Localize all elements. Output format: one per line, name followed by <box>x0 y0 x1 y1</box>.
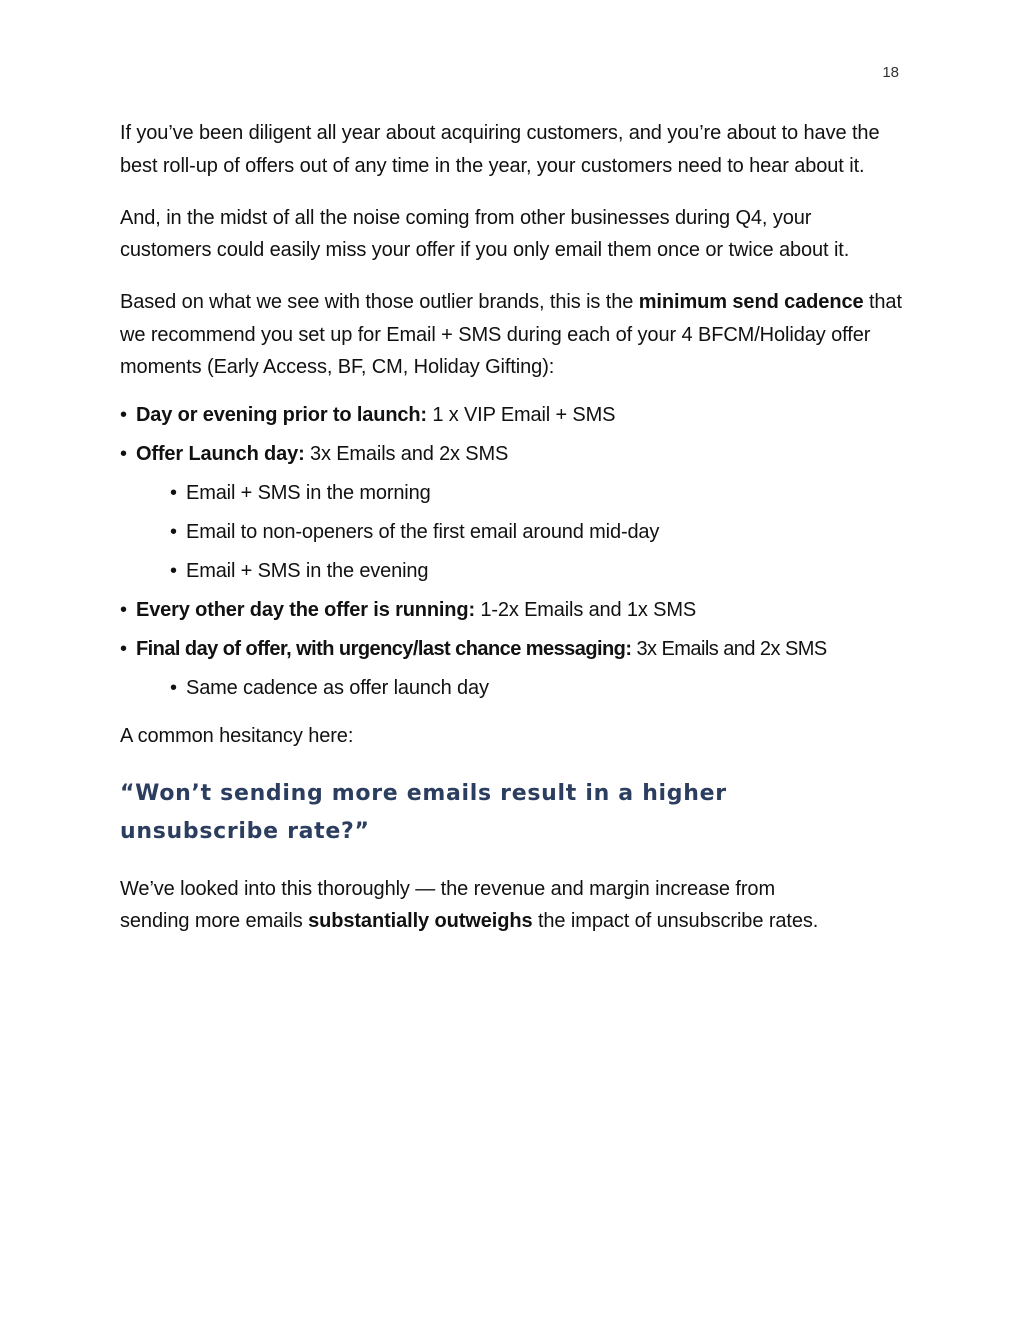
cadence-list <box>120 403 910 701</box>
cadence-intro-text: Based on what we see with those outlier brands, this is the <box>120 291 639 313</box>
list-item-label: Day or evening prior to launch: <box>136 404 427 426</box>
answer-text-end: the impact of unsubscribe rates. <box>532 910 819 932</box>
noise-paragraph: And, in the midst of all the noise coming from other businesses during Q4, your customers could easily miss your offer if you only email them once or twice about it. <box>120 206 850 261</box>
list-item-value: 3x Emails and 2x SMS <box>304 443 509 465</box>
intro-paragraph: If you’ve been diligent all year about acquiring customers, and you’re about to have the best roll-up of offers out of any time in the year, your customers need to hear about it. <box>120 122 880 177</box>
page-content <box>120 117 910 938</box>
list-item-label: Every other day the offer is running: <box>136 599 475 621</box>
page-number: 18 <box>882 64 899 81</box>
cadence-intro-paragraph <box>120 286 910 384</box>
list-item-value: 3x Emails and 2x SMS <box>631 638 827 660</box>
list-item-label: Offer Launch day: <box>136 443 305 465</box>
list-item-value: 1 x VIP Email + SMS <box>426 404 616 426</box>
sub-list-item: • Email + SMS in the morning <box>120 481 910 506</box>
list-item-label: Final day of offer, with urgency/last chance messaging: <box>136 638 632 660</box>
sub-list-item: • Email to non-openers of the first email around mid-day <box>120 520 910 545</box>
cadence-intro-text-end: that we recommend you set up for Email + SMS during each of your 4 BFCM/Holiday offer moments (Early Access, BF, CM, Holiday Gifting): <box>120 291 902 378</box>
list-item <box>120 403 910 428</box>
answer-paragraph <box>120 873 820 938</box>
list-item <box>120 598 910 623</box>
question-heading: “Won’t sending more emails result in a higher unsubscribe rate?” <box>120 780 727 844</box>
list-item <box>120 637 910 662</box>
list-item <box>120 442 910 467</box>
sub-list-item: • Email + SMS in the evening <box>120 559 910 584</box>
answer-bold: substantially outweighs <box>308 910 533 932</box>
answer-text: We’ve looked into this thoroughly — the revenue and margin increase from sending more emails <box>120 877 776 932</box>
hesitancy-paragraph: A common hesitancy here: <box>120 725 354 747</box>
cadence-intro-bold: minimum send cadence <box>638 291 864 313</box>
list-item-value: 1-2x Emails and 1x SMS <box>474 599 697 621</box>
sub-list-item: • Same cadence as offer launch day <box>120 676 910 701</box>
